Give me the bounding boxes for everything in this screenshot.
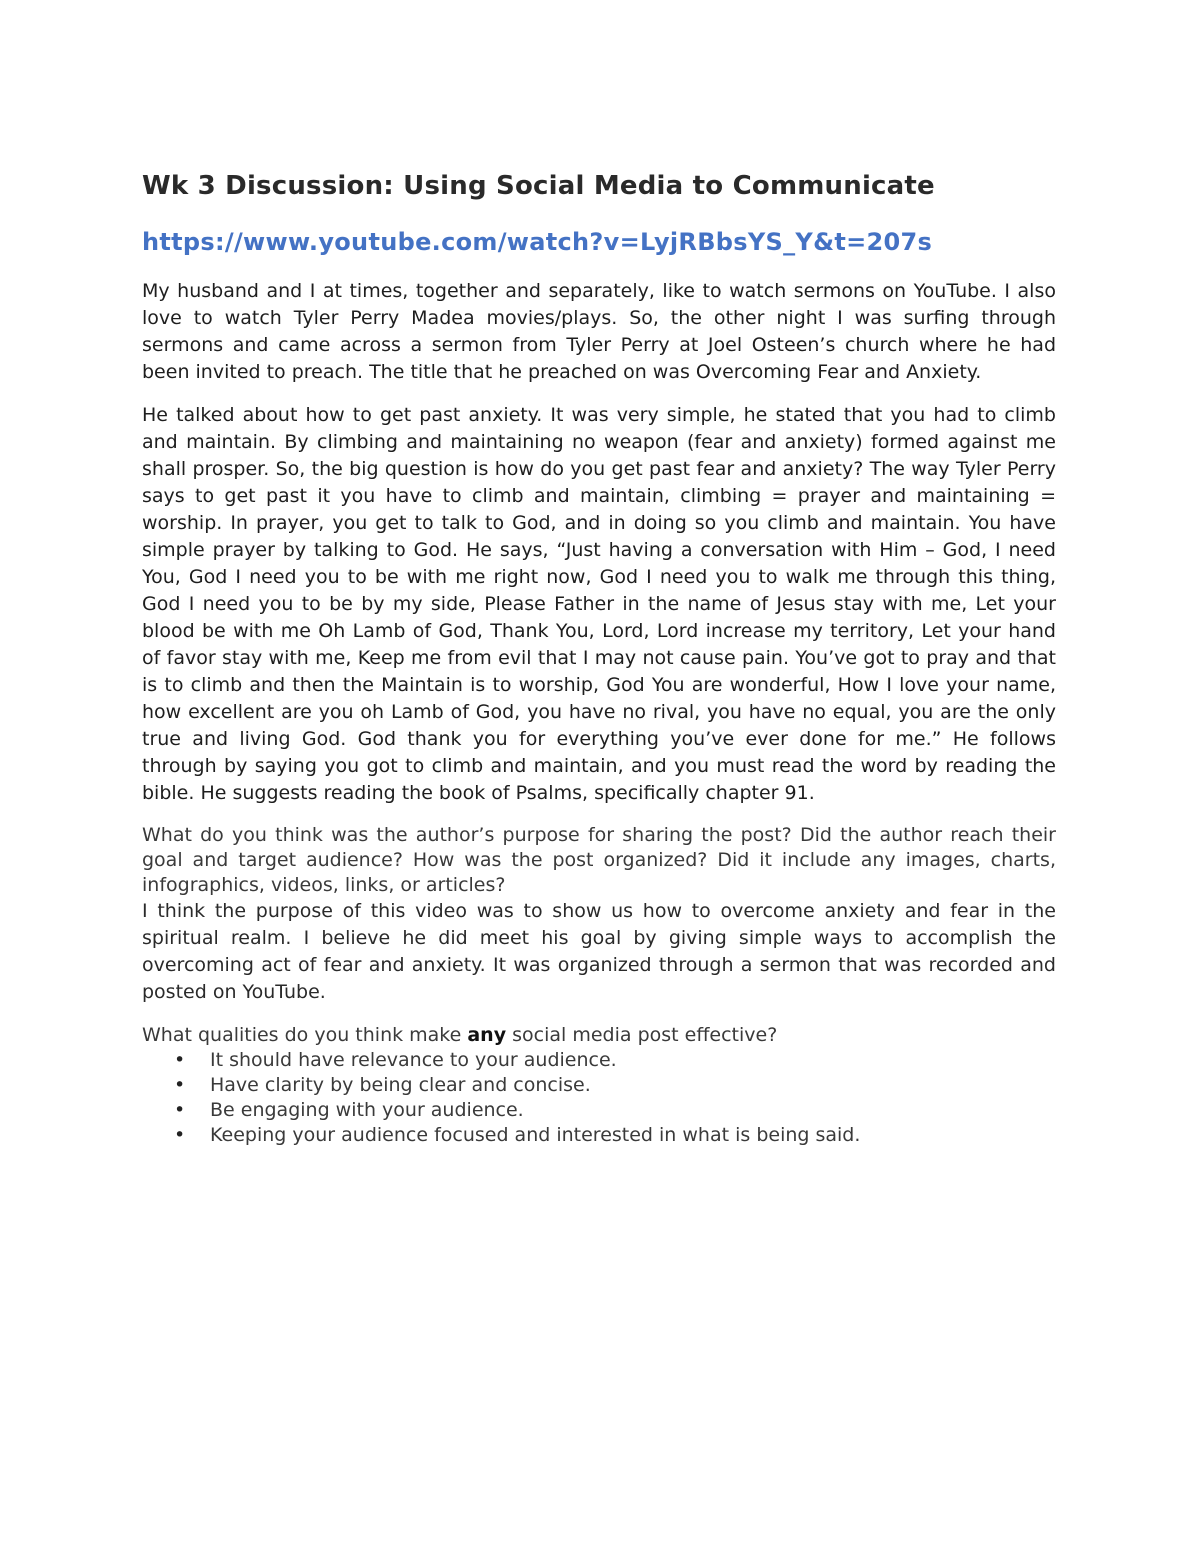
question-qualities: [142, 1022, 1056, 1048]
list-item: [142, 1098, 1056, 1123]
qualities-list: [142, 1048, 1056, 1148]
bullet-icon: •: [174, 1124, 186, 1146]
question-answer-block: [142, 823, 1056, 1006]
list-item-text: Have clarity by being clear and concise.: [210, 1074, 591, 1096]
list-item: [142, 1123, 1056, 1148]
paragraph-summary: He talked about how to get past anxiety. It was very simple, he stated that you had to climb and maintain. By climbing and maintaining no weapon (fear and anxiety) formed against me shall prosper. So, the big question is how do you get past fear and anxiety? The way Tyler Perry says to get past it you have to climb and maintain, climbing = prayer and maintaining = worship. In prayer, you get to talk to God, and in doing so you climb and maintain. You have simple prayer by talking to God. He says, “Just having a conversation with Him – God, I need You, God I need you to be with me right now, God I need you to walk me through this thing, God I need you to be by my side, Please Father in the name of Jesus stay with me, Let your blood be with me Oh Lamb of God, Thank You, Lord, Lord increase my territory, Let your hand of favor stay with me, Keep me from evil that I may not cause pain. You’ve got to pray and that is to climb and then the Maintain is to worship, God You are wonderful, How I love your name, how excellent are you oh Lamb of God, you have no rival, you have no equal, you are the only true and living God. God thank you for everything you’ve ever done for me.” He follows through by saying you got to climb and maintain, and you must read the word by reading the bible. He suggests reading the book of Psalms, specifically chapter 91.: [142, 404, 1056, 804]
bullet-icon: •: [174, 1049, 186, 1071]
list-item: [142, 1073, 1056, 1098]
answer-purpose: I think the purpose of this video was to show us how to overcome anxiety and fear in the spiritual realm. I believe he did meet his goal by giving simple ways to accomplish the overcoming act of fear and anxiety. It was organized through a sermon that was recorded and posted on YouTube.: [142, 900, 1056, 1003]
question-purpose: What do you think was the author’s purpose for sharing the post? Did the author reach their goal and target audience? How was the post organized? Did it include any images, charts, infographics, videos, links, or articles?: [142, 824, 1056, 896]
document-page: [142, 166, 1056, 1148]
list-item-text: It should have relevance to your audience.: [210, 1049, 617, 1071]
list-item-text: Keeping your audience focused and interested in what is being said.: [210, 1124, 861, 1146]
list-item-text: Be engaging with your audience.: [210, 1099, 524, 1121]
list-item: [142, 1048, 1056, 1073]
bullet-icon: •: [174, 1074, 186, 1096]
document-title: Wk 3 Discussion: Using Social Media to Communicate: [142, 171, 935, 201]
bullet-icon: •: [174, 1099, 186, 1121]
question-qualities-end: social media post effective?: [506, 1024, 778, 1046]
question-qualities-emphasis: any: [467, 1024, 507, 1046]
paragraph-intro: My husband and I at times, together and separately, like to watch sermons on YouTube. I also love to watch Tyler Perry Madea movies/plays. So, the other night I was surfing through sermons and came across a sermon from Tyler Perry at Joel Osteen’s church where he had been invited to preach. The title that he preached on was Overcoming Fear and Anxiety.: [142, 280, 1056, 383]
youtube-link[interactable]: https://www.youtube.com/watch?v=LyjRBbsYS_Y&t=207s: [142, 228, 933, 256]
question-qualities-start: What qualities do you think make: [142, 1024, 468, 1046]
